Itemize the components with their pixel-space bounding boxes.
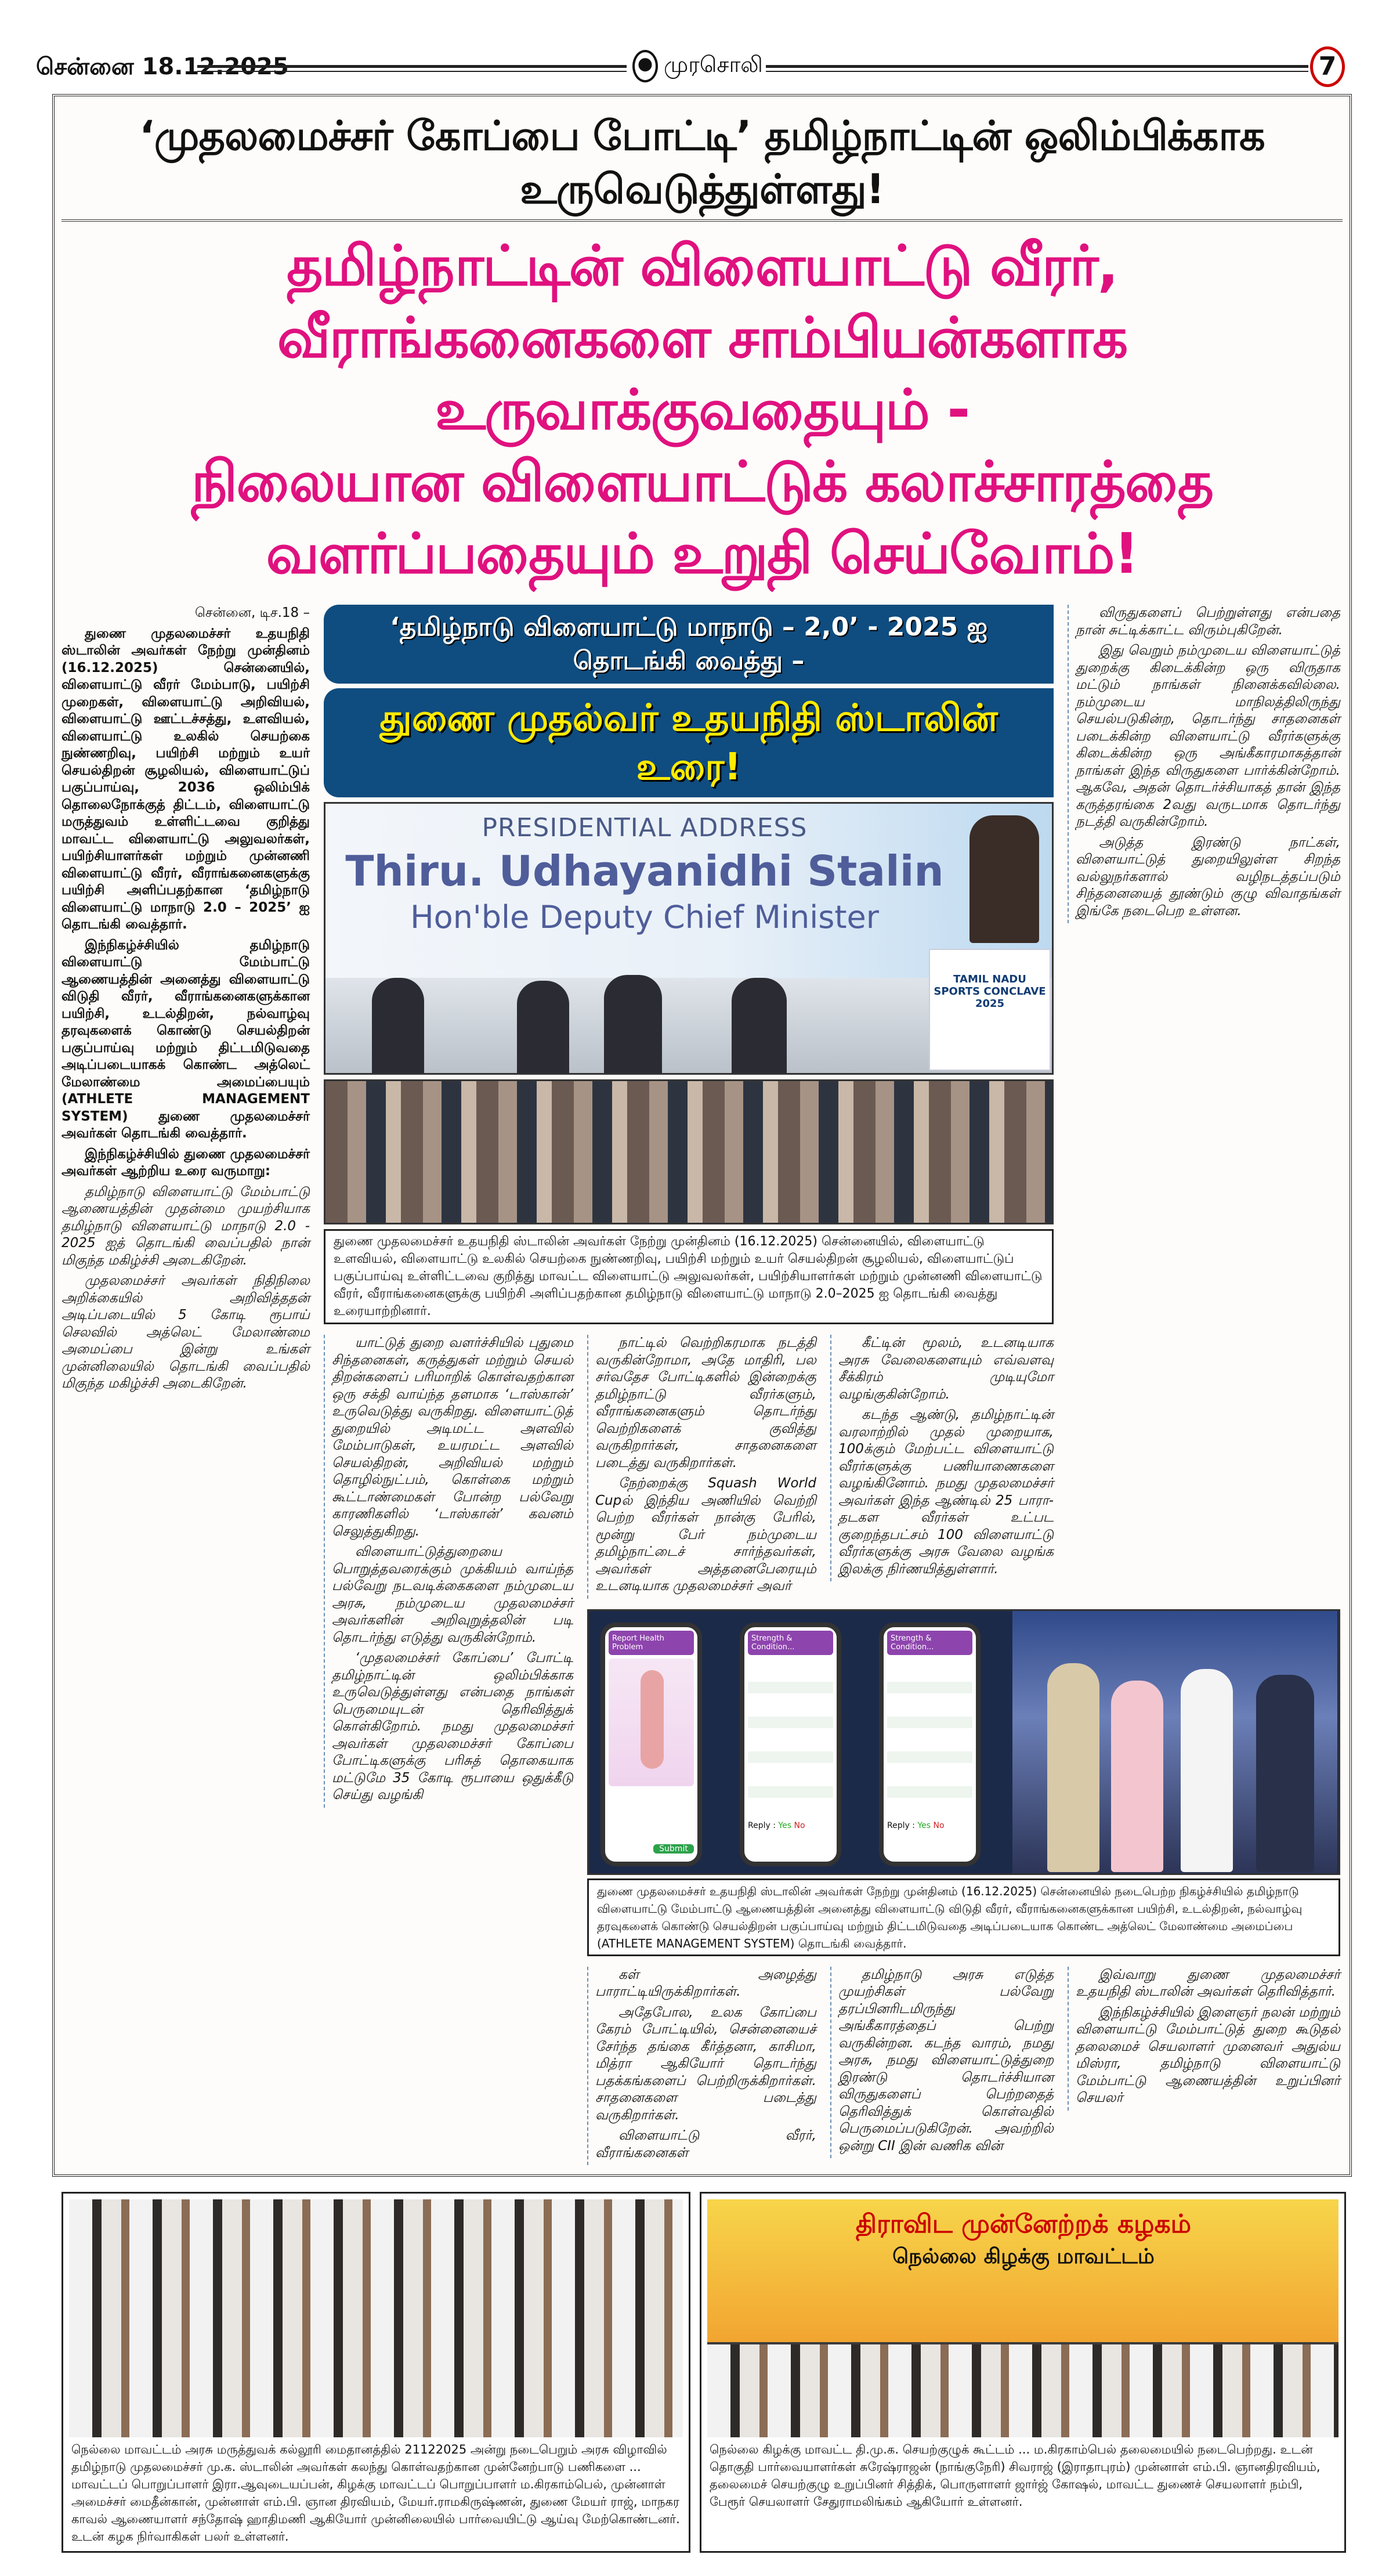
article-column-bottom-1	[587, 1967, 816, 2166]
paper-name: முரசொலி	[664, 52, 763, 77]
paragraph: இந்நிகழ்ச்சியில் துணை முதலமைச்சர் அவர்கள் ஆற்றிய உரை வருமாறு:	[62, 1146, 310, 1179]
paragraph: கீட்டின் மூலம், உடனடியாக அரசு வேலைகளையும் எவ்வளவு சீக்கிரம் முடியுமோ வழங்குகின்றோம்.	[838, 1335, 1054, 1402]
panelist	[517, 981, 569, 1075]
paragraph: இந்நிகழ்ச்சியில் இளைஞர் நலன் மற்றும் விளையாட்டு மேம்பாட்டுத் துறை கூடுதல் தலைமைச் செயலாளர் முனைவர் அதுல்ய மிஸ்ரா, தமிழ்நாடு விளையாட்டு மேம்பாட்டு ஆணையத்தின் உறுப்பினர் செயலர்	[1076, 2004, 1340, 2105]
paragraph: விளையாட்டுத்துறையை பொறுத்தவரைக்கும் முக்கியம் வாய்ந்த பல்வேறு நடவடிக்கைகளை நம்முடைய அரசு, நம்முடைய முதலமைச்சர் அவர்களின் அறிவுறுத்தலின் படி தொடர்ந்து எடுத்து வருகின்றோம்.	[332, 1544, 573, 1645]
paragraph: நாட்டில் வெற்றிகரமாக நடத்தி வருகின்றோமா, அதே மாதிரி, பல சர்வதேச போட்டிகளில் இன்றைக்கு தமிழ்நாட்டு வீரர்களும், வீராங்கனைகளும் தொடர்ந்து வெற்றிகளைக் குவித்து வருகிறார்கள், சாதனைகளை படைத்து வருகிறார்கள்.	[595, 1335, 816, 1471]
photo-party-meeting	[707, 2199, 1338, 2437]
party-banner	[742, 2209, 1305, 2270]
paragraph: விளையாட்டு வீரர், வீராங்கனைகள்	[595, 2128, 816, 2160]
headline-main-line2: நிலையான விளையாட்டுக் கலாச்சாரத்தை வளர்ப்பதையும் உறுதி செய்வோம்!	[191, 449, 1213, 586]
paragraph: இவ்வாறு துணை முதலமைச்சர் உதயநிதி ஸ்டாலின் அவர்கள் தெரிவித்தார்.	[1076, 1967, 1340, 1999]
photo-athlete-management-app	[587, 1609, 1340, 1875]
app-screen-1: Report Health Problem Submit	[600, 1623, 702, 1866]
photo-presidential-address	[324, 802, 1054, 1075]
article-column-bottom-3	[1068, 1967, 1340, 2111]
app-screen-2: Strength & Condition... Reply : Yes No	[740, 1623, 841, 1866]
header-rule	[197, 65, 627, 72]
subheadline-banner-main: துணை முதல்வர் உதயநிதி ஸ்டாலின் உரை!	[324, 688, 1054, 797]
article-column-4	[830, 1335, 1054, 1581]
center-stack	[324, 605, 1054, 1324]
paragraph: துணை முதலமைச்சர் உதயநிதி ஸ்டாலின் அவர்கள் நேற்று முன்தினம் (16.12.2025) சென்னையில், விளையாட்டு வீரர் மேம்பாடு, பயிற்சி முறைகள், விளையாட்டு அறிவியல், விளையாட்டு ஊட்டச்சத்து, உளவியல், விளையாட்டு உலகில் செயற்கை நுண்ணறிவு, பயிற்சி மற்றும் உயர் செயல்திறன் சூழலியல், விளையாட்டுப் பகுப்பாய்வு, 2036 ஒலிம்பிக் தொலைநோக்குத் திட்டம், விளையாட்டு மருத்துவம் உள்ளிட்டவை குறித்து மாவட்ட விளையாட்டு அலுவலர்கள், பயிற்சியாளர்கள் மற்றும் முன்னணி விளையாட்டு வீரர், வீராங்கனைகளுக்கு பயிற்சி அளிப்பதற்கான ‘தமிழ்நாடு விளையாட்டு மாநாடு 2.0 – 2025’ ஐ தொடங்கி வைத்தார்.	[62, 626, 310, 932]
headline-top: ‘முதலமைச்சர் கோப்பை போட்டி’ தமிழ்நாட்டின் ஒலிம்பிக்காக உருவெடுத்துள்ளது!	[62, 109, 1343, 222]
slide-text	[337, 812, 952, 937]
article-column-3	[587, 1335, 816, 1599]
page-header	[0, 0, 1400, 94]
paragraph: ‘முதலமைச்சர் கோப்பை’ போட்டி தமிழ்நாட்டின் ஒலிம்பிக்காக உருவெடுத்துள்ளது என்பதை நாங்கள் பெருமையுடன் தெரிவித்துக் கொள்கிறோம். நமது முதலமைச்சர் அவர்கள் முதலமைச்சர் கோப்பை போட்டிகளுக்கு பரிசுத் தொகையாக மட்டுமே 35 கோடி ரூபாயை ஒதுக்கீடு செய்து வழங்கி	[332, 1650, 573, 1802]
paragraph: விருதுகளைப் பெற்றுள்ளது என்பதை நான் சுட்டிக்காட்ட விரும்புகிறேன்.	[1076, 605, 1340, 638]
paragraph: இந்நிகழ்ச்சியில் தமிழ்நாடு விளையாட்டு மேம்பாட்டு ஆணையத்தின் அனைத்து விளையாட்டு விடுதி வீரர், வீராங்கனைகளுக்கான பயிற்சி, உடல்திறன், நல்வாழ்வு தரவுகளைக் கொண்டு செயல்திறன் பகுப்பாய்வு மற்றும் திட்டமிடுவதை அடிப்படையாகக் கொண்ட அத்லெட் மேலாண்மை அமைப்பையும் (ATHLETE MANAGEMENT SYSTEM) துணை முதலமைச்சர் அவர்கள் தொடங்கி வைத்தார்.	[62, 937, 310, 1141]
paragraph: முதலமைச்சர் அவர்கள் நிதிநிலை அறிக்கையில் அறிவித்ததன் அடிப்படையில் 5 கோடி ரூபாய் செலவில் அத்லெட் மேலாண்மை அமைப்பை இன்று உங்கள் முன்னிலையில் தொடங்கி வைப்பதில் மிகுந்த மகிழ்ச்சி அடைகிறேன்.	[62, 1273, 310, 1391]
paragraph: சென்னை, டிச.18 –	[194, 605, 310, 620]
photo-audience	[324, 1079, 1054, 1224]
paragraph: யாட்டுத் துறை வளர்ச்சியில் புதுமை சிந்தனைகள், கருத்துகள் மற்றும் செயல் திறன்களைப் பரிமாறிக் கொள்வதற்கான ஒரு சக்தி வாய்ந்த தளமாக ‘டாஸ்கான்’ உருவெடுத்து வருகிறது. விளையாட்டுத் துறையில் அடிமட்ட அளவில் மேம்பாடுகள், உயரமட்ட அளவில் செயல்திறன், அறிவியல் மற்றும் தொழில்நுட்பம், கொள்கை மற்றும் கூட்டாண்மைகள் போன்ற பல்வேறு காரணிகளில் ‘டாஸ்கான்’ கவனம் செலுத்துகிறது.	[332, 1335, 573, 1539]
photo-caption-top: துணை முதலமைச்சர் உதயநிதி ஸ்டாலின் அவர்கள் நேற்று முன்தினம் (16.12.2025) சென்னையில், விளையாட்டு உளவியல், விளையாட்டு உலகில் செயற்கை நுண்ணறிவு, பயிற்சி மற்றும் உயர் செயல்திறன் சூழலியல், விளையாட்டுப் பகுப்பாய்வு உள்ளிட்டவை குறித்து மாவட்ட விளையாட்டு அலுவலர்கள், பயிற்சியாளர்கள் மற்றும் முன்னணி விளையாட்டு வீரர், வீராங்கனைகளுக்கு பயிற்சி அளிப்பதற்கான தமிழ்நாடு விளையாட்டு மாநாடு 2.0–2025 ஐ தொடங்கி வைத்து உரையாற்றினார்.	[324, 1229, 1054, 1324]
paragraph: தமிழ்நாடு விளையாட்டு மேம்பாட்டு ஆணையத்தின் முதன்மை முயற்சியாக தமிழ்நாடு விளையாட்டு மாநாடு 2.0 - 2025 ஐத் தொடங்கி வைப்பதில் நான் மிகுந்த மகிழ்ச்சி அடைகிறேன்.	[62, 1184, 310, 1268]
stage-sign: TAMIL NADU SPORTS CONCLAVE 2025	[929, 949, 1051, 1071]
app-screen-3: Strength & Condition... Reply : Yes No	[879, 1623, 981, 1866]
masthead-logo	[632, 50, 763, 82]
slide-title: PRESIDENTIAL ADDRESS	[482, 813, 808, 843]
bottom-news-row	[62, 2192, 1400, 2553]
panelist	[604, 975, 662, 1075]
photo-caption-bottom-left: நெல்லை மாவட்டம் அரசு மருத்துவக் கல்லூரி மைதானத்தில் 21122025 அன்று நடைபெறும் அரசு விழாவில் தமிழ்நாடு முதலமைச்சர் மு.க. ஸ்டாலின் அவர்கள் கலந்து கொள்வதற்கான முன்னேற்பாடு பணிகளை ... மாவட்டப் பொறுப்பாளர் இரா.ஆவுடையப்பன், கிழக்கு மாவட்டப் பொறுப்பாளர் ம.கிரகாம்பெல், முன்னாள் அமைச்சர் மைதீன்கான், முன்னாள் எம்.பி. ஞான திரவியம், மேயர்.ராமகிருஷ்ணன், துணை மேயர் ராஜ், மாநகர காவல் ஆணையாளர் சந்தோஷ் ஹாதிமணி ஆகியோர் முன்னிலையில் பார்வையிட்டு ஆய்வு மேற்கொண்டனர். உடன் கழக நிர்வாகிகள் பலர் உள்ளனர்.	[71, 2443, 680, 2544]
photo-launch-ceremony	[1012, 1611, 1337, 1875]
headline-main-line1: தமிழ்நாட்டின் விளையாட்டு வீரர், வீராங்கனைகளை சாம்பியன்களாக உருவாக்குவதையும் -	[277, 233, 1127, 442]
photo-inspection-meeting	[69, 2199, 683, 2437]
drum-logo-icon	[632, 50, 658, 82]
athlete-system-photo-block	[587, 1609, 1340, 1956]
edition-date: சென்னை 18.12.2025	[36, 53, 289, 80]
paragraph: அடுத்த இரண்டு நாட்கள், விளையாட்டுத் துறையிலுள்ள சிறந்த வல்லுநர்களால் வழிநடத்தப்படும் சிந்தனையைத் தூண்டும் குழு விவாதங்கள் இங்கே நடைபெற உள்ளன.	[1076, 834, 1340, 919]
panelist	[372, 978, 424, 1075]
paragraph: தமிழ்நாடு அரசு எடுத்த முயற்சிகள் பல்வேறு தரப்பினரிடமிருந்து அங்கீகாரத்தைப் பெற்று வருகின்றன. கடந்த வாரம், நமது அரசு, நமது விளையாட்டுத்துறை இரண்டு தொடர்ச்சியான விருதுகளைப் பெற்றதைத் தெரிவித்துக் கொள்வதில் பெருமைப்படுகிறேன். அவற்றில் ஒன்று CII இன் வணிக வின்	[838, 1967, 1054, 2154]
party-banner-subtitle: நெல்லை கிழக்கு மாவட்டம்	[892, 2245, 1155, 2268]
photo-caption-middle: துணை முதலமைச்சர் உதயநிதி ஸ்டாலின் அவர்கள் நேற்று முன்தினம் (16.12.2025) சென்னையில் நடைபெற்ற நிகழ்ச்சியில் தமிழ்நாடு விளையாட்டு மேம்பாட்டு ஆணையத்தின் அனைத்து விளையாட்டு விடுதி வீரர், வீராங்கனைகளுக்கான பயிற்சி, உடல்திறன், நல்வாழ்வு தரவுகளைக் கொண்டு செயல்திறன் பகுப்பாய்வு மற்றும் திட்டமிடுவதை அடிப்படையாக கொண்ட அத்லெட் மேலாண்மை அமைப்பை (ATHLETE MANAGEMENT SYSTEM) தொடங்கி வைத்தார்.	[587, 1878, 1340, 1956]
subheadline-banner: ‘தமிழ்நாடு விளையாட்டு மாநாடு – 2,0’ - 2025 ஐ தொடங்கி வைத்து –	[324, 605, 1054, 684]
news-box-inspection	[62, 2192, 690, 2553]
page-number: 7	[1310, 46, 1345, 87]
article-column-2	[324, 1335, 573, 1808]
paragraph: அதேபோல, உலக கோப்பை கேரம் போட்டியில், சென்னையைச் சேர்ந்த தங்கை கீர்த்தனா, காசிமா, மித்ரா ஆகியோர் தொடர்ந்து பதக்கங்களைப் பெற்றிருக்கிறார்கள். சாதனைகளை படைத்து வருகிறார்கள்.	[595, 2004, 816, 2123]
photo-caption-bottom-right: நெல்லை கிழக்கு மாவட்ட தி.மு.க. செயற்குழுக் கூட்டம் ... ம.கிரகாம்பெல் தலைமையில் நடைபெற்றது. உடன் தொகுதி பார்வையாளர்கள் சுரேஷ்ராஜன் (நாங்குநேரி) சிவராஜ் (இராதாபுரம்) முன்னாள் எம்.பி. ஞானதிரவியம், தலைமைச் செயற்குழு உறுப்பினர் சித்திக், பொருளாளர் ஜார்ஜ் கோஷல், மாவட்ட துணைச் செயலாளர் நம்பி, பேரூர் செயலாளர் சேதுராமலிங்கம் ஆகியோர் உள்ளனர்.	[710, 2443, 1321, 2509]
meeting-crowd	[707, 2344, 1338, 2437]
panelist	[732, 978, 787, 1075]
paragraph: இது வெறும் நம்முடைய விளையாட்டுத் துறைக்கு கிடைக்கின்ற ஒரு விருதாக மட்டும் நாங்கள் நினைக்கவில்லை. நம்முடைய மாநிலத்திலிருந்து செயல்படுகின்ற, தொடர்ந்து சாதனைகள் படைக்கின்ற விளையாட்டு வீரர்களுக்கு கிடைக்கின்ற ஒரு அங்கீகாரமாகத்தான் நாங்கள் இந்த விருதுகளை பார்க்கின்றோம். ஆகவே, அதன் தொடர்ச்சியாகத் தான் இந்த கருத்தரங்கை 2வது வருடமாக தொடர்ந்து நடத்தி வருகின்றோம்.	[1076, 643, 1340, 829]
paragraph: கடந்த ஆண்டு, தமிழ்நாட்டின் வரலாற்றில் முதல் முறையாக, 100க்கும் மேற்பட்ட விளையாட்டு வீரர்களுக்கு பணியாணைகளை வழங்கினோம். நமது முதலமைச்சர் அவர்கள் இந்த ஆண்டில் 25 பாரா-தடகள வீரர்கள் உட்பட குறைந்தபட்சம் 100 விளையாட்டு வீரர்களுக்கு அரசு வேலை வழங்க இலக்கு நிர்ணயித்துள்ளார்.	[838, 1407, 1054, 1577]
slide-role: Hon'ble Deputy Chief Minister	[410, 899, 879, 935]
paragraph: கள் அழைத்து பாராட்டியிருக்கிறார்கள்.	[595, 1967, 816, 1999]
main-article-frame	[52, 94, 1352, 2177]
article-column-left	[62, 605, 310, 1396]
article-grid	[62, 605, 1343, 2165]
speaker	[969, 815, 1039, 943]
paragraph: நேற்றைக்கு Squash World Cupல் இந்திய அணியில் வெற்றி பெற்ற வீரர்கள் நான்கு பேரில், மூன்று பேர் நம்முடைய தமிழ்நாட்டைச் சார்ந்தவர்கள், அவர்கள் அத்தனைபேரையும் உடனடியாக முதலமைச்சர் அவர்	[595, 1476, 816, 1594]
article-column-right	[1068, 605, 1340, 923]
submit-button: Submit	[653, 1844, 694, 1854]
header-rule	[766, 65, 1308, 72]
article-column-bottom-2	[830, 1967, 1054, 2159]
news-box-dmk-meeting	[700, 2192, 1346, 2553]
party-banner-title: திராவிட முன்னேற்றக் கழகம்	[855, 2209, 1192, 2239]
slide-name: Thiru. Udhayanidhi Stalin	[345, 847, 944, 895]
